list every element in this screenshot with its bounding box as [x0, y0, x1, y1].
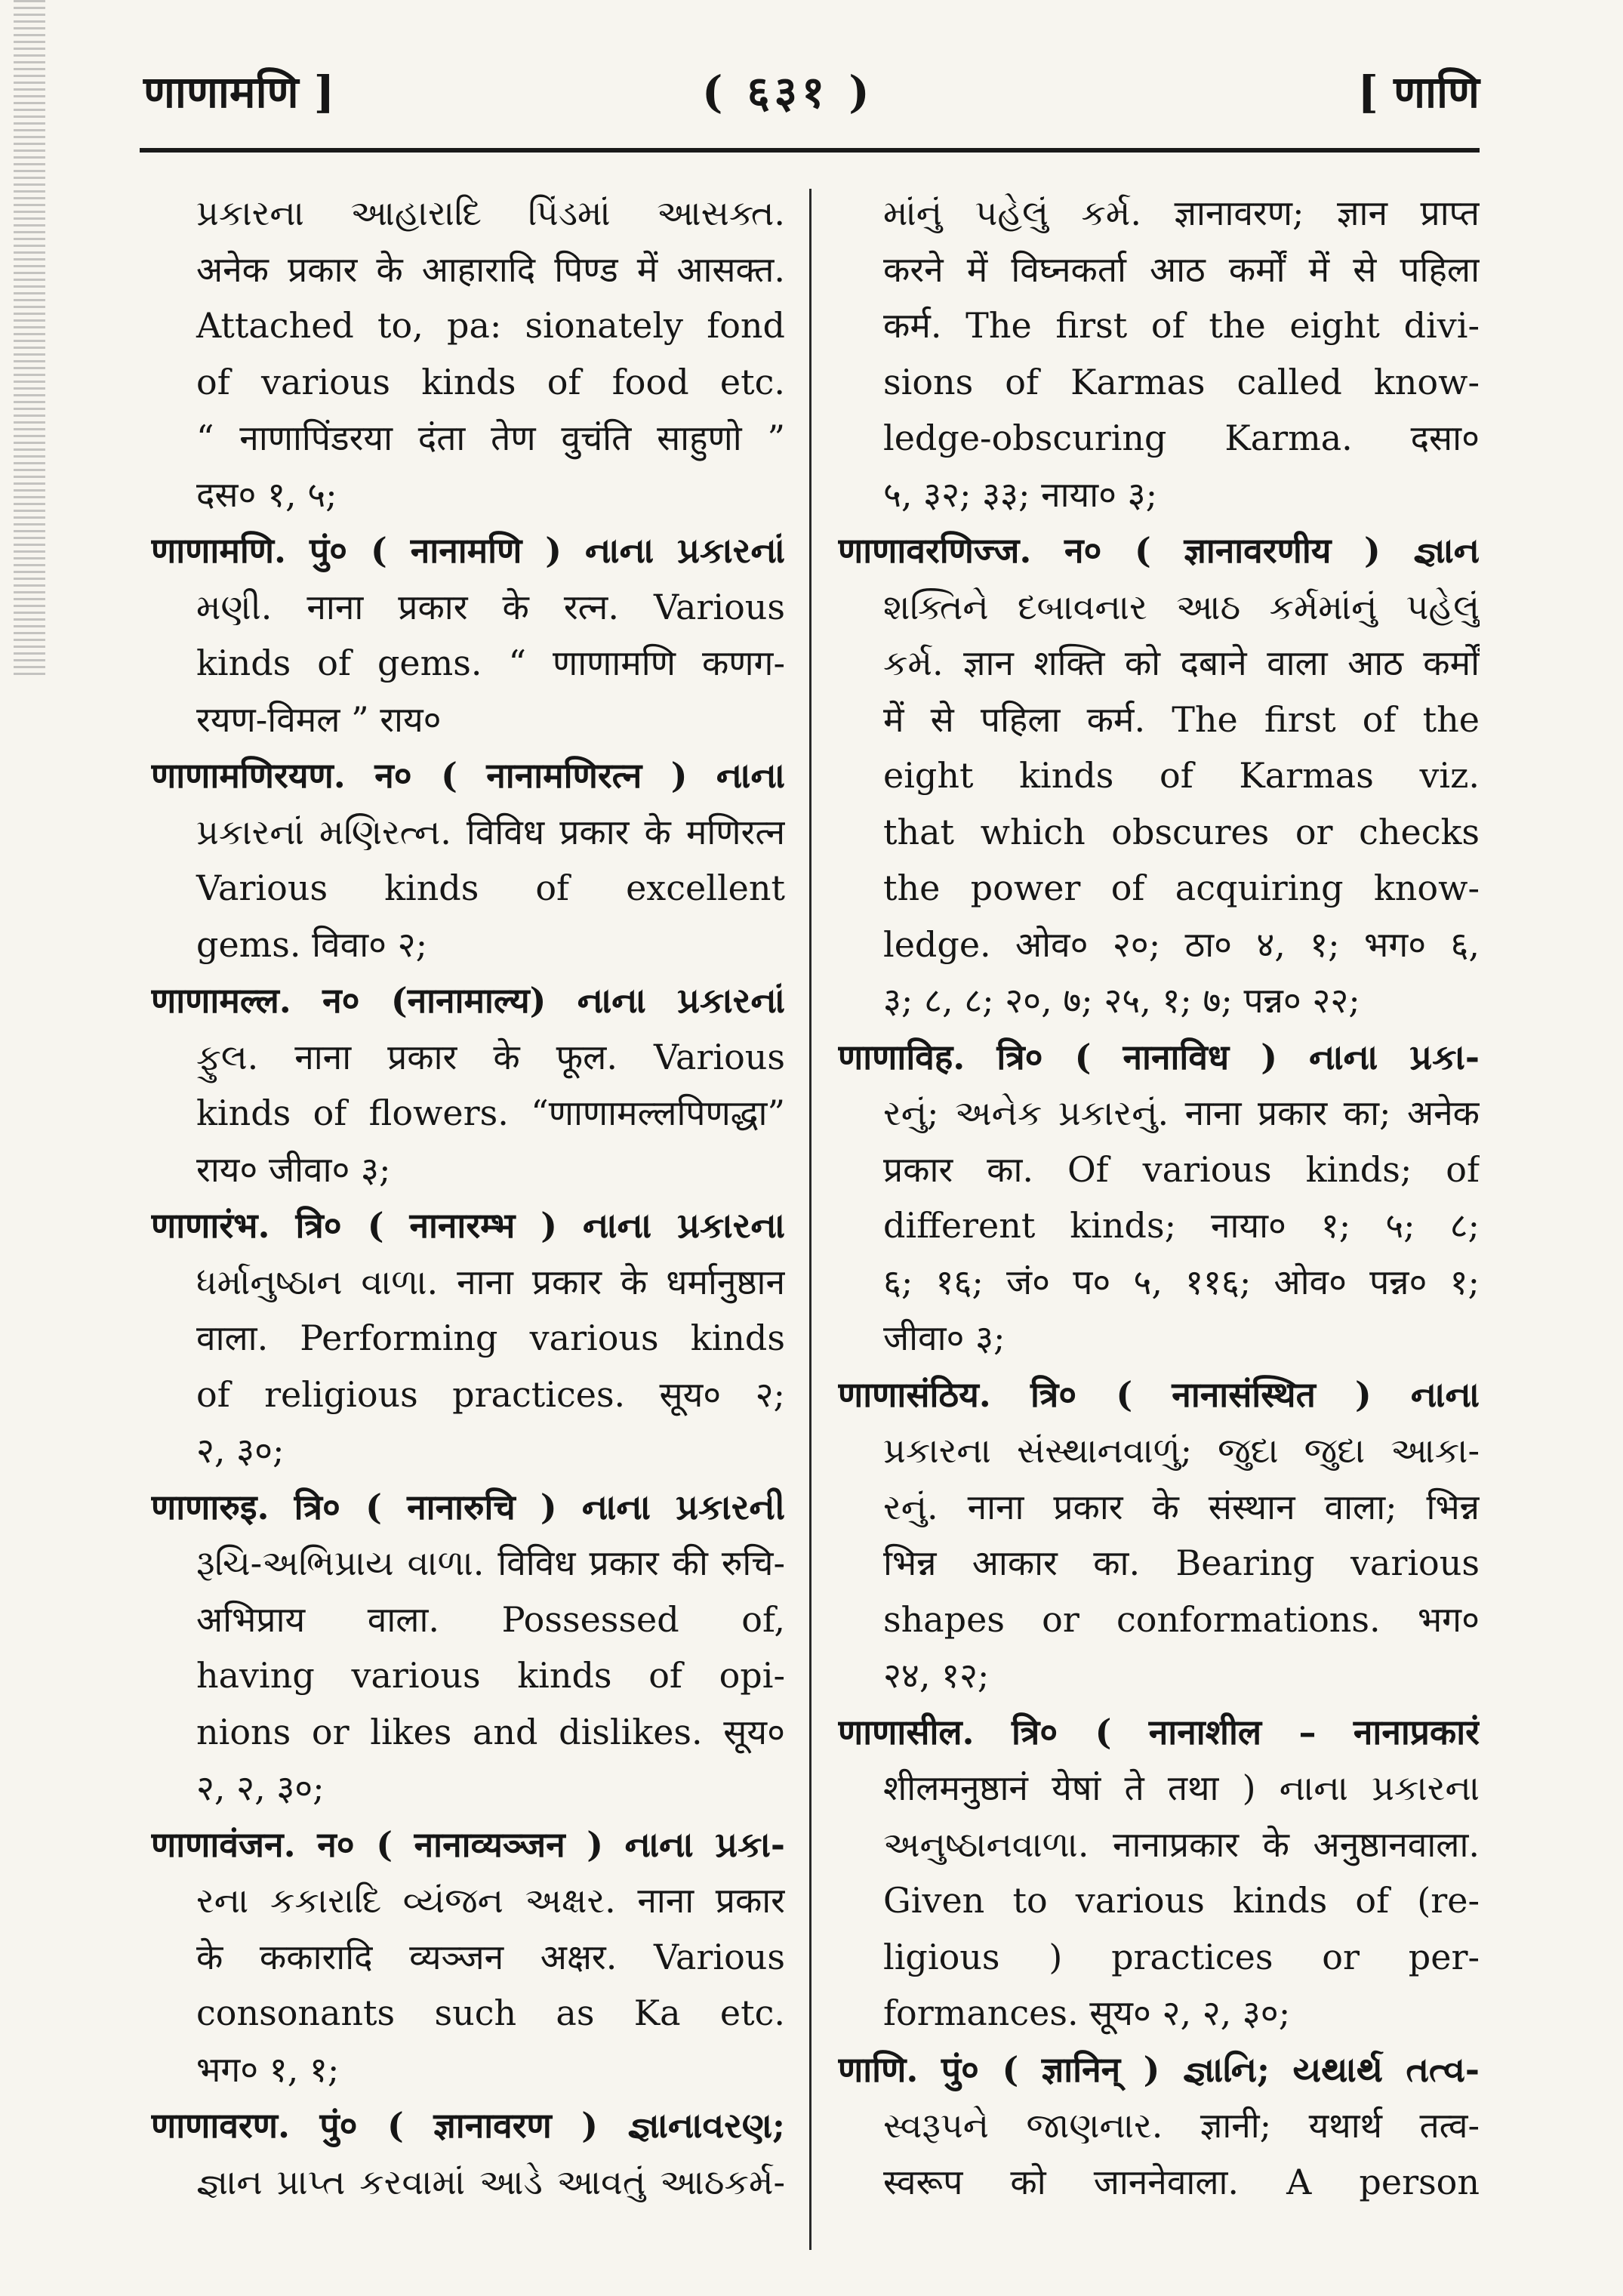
entry-headword-line: णाणासील. त्रि० ( नानाशील – नानाप्रकारं	[838, 1711, 1480, 1752]
entry-text-line: भग० १, १;	[196, 2048, 340, 2090]
entry-text-line: formances. सूय० २, २, ३०;	[883, 1992, 1291, 2033]
entry-text-line: २, ३०;	[196, 1430, 285, 1471]
entry-text-line: અનુષ્ઠાનવાળા. नानाप्रकार के अनुष्ठानवाला.	[883, 1823, 1480, 1865]
entry-text-line: ફુલ. नाना प्रकार के फूल. Various	[196, 1036, 785, 1077]
entry-text-line: के ककारादि व्यञ्जन अक्षर. Various	[196, 1936, 785, 1977]
header-rule	[140, 148, 1480, 153]
entry-text-line: રનું. नाना प्रकार के संस्थान वाला; भिन्न	[883, 1486, 1480, 1527]
entry-text-line: gems. विवा० २;	[196, 923, 428, 965]
entry-text-line: પ્રકારના સંસ્થાનવાળું; જુદા જુદા આકા-	[883, 1430, 1480, 1471]
entry-text-line: eight kinds of Karmas viz.	[883, 755, 1480, 796]
entry-text-line: nions or likes and dislikes. सूय०	[196, 1711, 785, 1752]
page-header	[143, 53, 1480, 136]
entry-headword-line: णाणारुइ. त्रि० ( नानारुचि ) નાના પ્રકારની	[151, 1486, 785, 1527]
running-head-right: [ णाणि	[1357, 66, 1480, 118]
entry-text-line: પ્રકારનાં મણિરત્ન. विविध प्रकार के मणिरत्न	[196, 811, 785, 852]
right-column	[838, 185, 1480, 2254]
entry-headword-line: णाणामणिरयण. न० ( नानामणिरत्न ) નાના	[151, 755, 785, 796]
entry-text-line: Various kinds of excellent	[196, 868, 785, 908]
entry-text-line: that which obscures or checks	[883, 811, 1480, 852]
entry-text-line: પ્રકારના આહારાદિ પિંડમાં આસક્ત.	[196, 193, 785, 233]
entry-text-line: में से पहिला कर्म. The first of the	[883, 698, 1480, 740]
scan-edge-noise	[14, 0, 45, 680]
page-number: ( ६३१ )	[702, 66, 874, 118]
entry-text-line: ६; १६; जं० प० ५, ११६; ओव० पन्न० १;	[883, 1261, 1480, 1302]
entry-text-line: of religious practices. सूय० २;	[196, 1373, 785, 1415]
entry-text-line: shapes or conformations. भग०	[883, 1598, 1480, 1640]
entry-text-line: Given to various kinds of (re-	[883, 1880, 1480, 1921]
entry-text-line: कर्म. The first of the eight divi-	[883, 305, 1480, 346]
entry-text-line: वाला. Performing various kinds	[196, 1318, 785, 1358]
entry-text-line: શક્તિને દબાવનાર આઠ કર્મમાંનું પહેલું	[883, 586, 1480, 627]
entry-text-line: भिन्न आकार का. Bearing various	[883, 1542, 1480, 1583]
entry-text-line: “ नाणापिंडरया दंता तेण वुचंति साहुणो ”	[196, 418, 785, 458]
entry-text-line: kinds of gems. “ णाणामणि कणग-	[196, 643, 785, 683]
entry-text-line: राय० जीवा० ३;	[196, 1148, 391, 1190]
entry-text-line: ledge. ओव० २०; ठा० ४, १; भग० ६,	[883, 923, 1480, 965]
entry-headword-line: णाणावंजन. न० ( नानाव्यञ्जन ) નાના પ્રકા-	[151, 1823, 785, 1865]
entry-headword-line: णाणामल्ल. न० (नानामाल्य) નાના પ્રકારનાં	[151, 980, 785, 1021]
entry-headword-line: णाणासंठिय. त्रि० ( नानासंस्थित ) નાના	[838, 1373, 1480, 1415]
entry-headword-line: णाणाविह. त्रि० ( नानाविध ) નાના પ્રકા-	[838, 1036, 1480, 1077]
entry-text-line: जीवा० ३;	[883, 1318, 1006, 1358]
entry-text-line: अभिप्राय वाला. Possessed of,	[196, 1598, 785, 1640]
entry-text-line: २४, १२;	[883, 1655, 990, 1696]
entry-headword-line: णाणामणि. पुं० ( नानामणि ) નાના પ્રકારનાં	[151, 530, 785, 571]
entry-headword-line: णाणावरणिज्ज. न० ( ज्ञानावरणीय ) જ્ઞાન	[838, 530, 1480, 571]
entry-text-line: having various kinds of opi-	[196, 1655, 785, 1696]
entry-text-line: प्रकार का. Of various kinds; of	[883, 1148, 1480, 1190]
entry-text-line: शीलमनुष्ठानं येषां ते तथा ) નાના પ્રકારના	[883, 1767, 1480, 1808]
entry-text-line: करने में विघ्नकर्ता आठ कर्मों में से पहिला	[883, 248, 1480, 290]
entry-text-line: रयण-विमल ” राय०	[196, 698, 442, 740]
entry-text-line: સ્વરૂપને જાણનાર. ज्ञानी; यथार्थ तत्व-	[883, 2105, 1480, 2146]
entry-text-line: sions of Karmas called know-	[883, 361, 1480, 402]
entry-headword-line: णाणारंभ. त्रि० ( नानारम्भ ) નાના પ્રકારના	[151, 1205, 785, 1246]
left-column	[151, 185, 785, 2254]
entry-text-line: ledge-obscuring Karma. दसा०	[883, 418, 1480, 458]
running-head-left: णाणामणि ]	[143, 66, 335, 118]
entry-text-line: different kinds; नाया० १; ५; ८;	[883, 1205, 1480, 1246]
entry-text-line: જ્ઞાન પ્રાપ્ત કરવામાં આડે આવતું આઠકર્મ-	[196, 2161, 785, 2202]
entry-headword-line: णाणि. पुं० ( ज्ञानिन् ) જ્ઞાનિ; યથાર્થ તત્વ-	[838, 2048, 1480, 2090]
entry-text-line: consonants such as Ka etc.	[196, 1992, 785, 2033]
entry-text-line: स्वरूप को जाननेवाला. A person	[883, 2161, 1480, 2202]
entry-text-line: ३; ८, ८; २०, ७; २५, १; ७; पन्न० २२;	[883, 980, 1360, 1021]
entry-text-line: રના કકારાદિ વ્યંજન અક્ષર. नाना प्रकार	[196, 1880, 785, 1921]
entry-text-line: રનું; અનેક પ્રકારનું. नाना प्रकार का; अनेक	[883, 1093, 1480, 1133]
entry-text-line: ligious ) practices or per-	[883, 1936, 1480, 1977]
entry-text-line: of various kinds of food etc.	[196, 361, 785, 402]
entry-text-line: kinds of flowers. “णाणामल्लपिणद्धा”	[196, 1093, 785, 1133]
entry-text-line: the power of acquiring know-	[883, 868, 1480, 908]
entry-text-line: ધર્માનુષ્ઠાન વાળા. नाना प्रकार के धर्मानुष्ठान	[196, 1261, 785, 1302]
entry-text-line: २, २, ३०;	[196, 1767, 325, 1808]
entry-headword-line: णाणावरण. पुं० ( ज्ञानावरण ) જ્ઞાનાવરણ;	[151, 2105, 785, 2146]
entry-text-line: अनेक प्रकार के आहारादि पिण्ड में आसक्त.	[196, 248, 785, 290]
entry-text-line: કર્મ. ज्ञान शक्ति को दबाने वाला आठ कर्मों	[883, 643, 1480, 683]
entry-text-line: મણી. नाना प्रकार के रत्न. Various	[196, 586, 785, 627]
column-divider	[809, 189, 812, 2250]
entry-text-line: दस० १, ५;	[196, 473, 337, 515]
entry-text-line: રૂચિ-અભિપ્રાય વાળા. विविध प्रकार की रुचि-	[196, 1542, 785, 1583]
entry-text-line: ५, ३२; ३३; नाया० ३;	[883, 473, 1158, 515]
entry-text-line: માંનું પહેલું કર્મ. ज्ञानावरण; ज्ञान प्राप्त	[883, 193, 1480, 233]
entry-text-line: Attached to, pa: sionately fond	[196, 305, 785, 346]
